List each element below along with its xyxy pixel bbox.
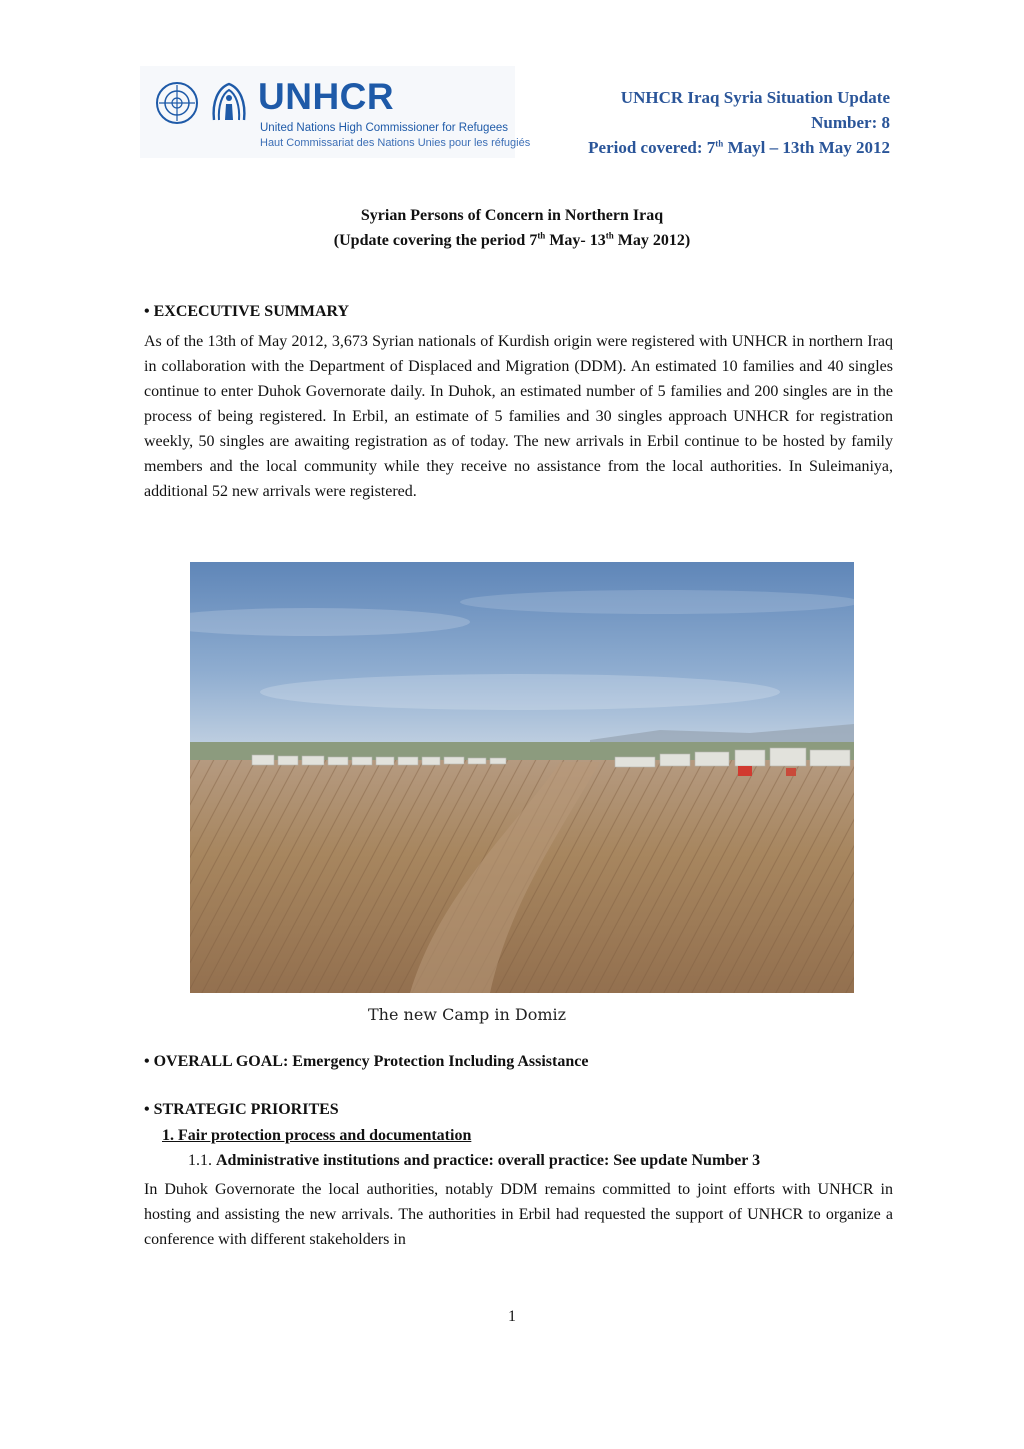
executive-summary-heading: • EXCECUTIVE SUMMARY [144, 303, 350, 320]
period-covered-prefix: Period covered: 7 [588, 138, 716, 157]
executive-summary-text: As of the 13th of May 2012, 3,673 Syrian nationals of Kurdish origin were registered with UNHCR in northern Iraq in collaboration with the Department of Displaced and Migration (DDM). An estimated 10 families and 40 singles continue to enter Duhok Governorate daily. In Duhok, an estimated number of 5 families and 200 singles are in the process of being registered. In Erbil, an estimate of 5 families and 30 singles approach UNHCR for registration weekly, 50 singles are awaiting registration as of today. The new arrivals in Erbil continue to be hosted by family members and the local community while they receive no assistance from the local authorities. In Suleimaniya, additional 52 new arrivals were registered. [144, 333, 893, 500]
logo-subtitle-english: United Nations High Commissioner for Refugees [260, 122, 508, 134]
logo-subtitle-french: Haut Commissariat des Nations Unies pour les réfugiés [260, 137, 531, 149]
unhcr-logo [140, 66, 531, 158]
period-covered-sup: th [715, 138, 724, 149]
doc-title-part-a: (Update covering the period 7 [333, 232, 538, 249]
doc-title-part-b: May- 13 [545, 232, 606, 249]
report-number: Number: 8 [811, 113, 890, 132]
page-number: 1 [508, 1308, 516, 1325]
doc-title-line2 [0, 232, 1024, 250]
unhcr-shelter-emblem-icon [206, 80, 252, 126]
photo-caption: The new Camp in Domiz [368, 1005, 567, 1024]
section-1-1-title: Administrative institutions and practice: overall practice: See update Number 3 [216, 1152, 761, 1169]
doc-title-sup1: th [537, 230, 546, 241]
section-1-1-heading [188, 1152, 760, 1170]
report-title: UNHCR Iraq Syria Situation Update [620, 88, 890, 107]
camp-landscape-image [190, 562, 854, 993]
doc-title-sup2: th [605, 230, 614, 241]
un-emblem-icon [154, 80, 200, 126]
period-covered-suffix: Mayl – 13th May 2012 [723, 138, 890, 157]
section-1-1-number: 1.1. [188, 1152, 216, 1169]
logo-wordmark: UNHCR [258, 76, 395, 117]
overall-goal-heading: • OVERALL GOAL: Emergency Protection Including Assistance [144, 1053, 589, 1070]
strategic-priorities-heading: • STRATEGIC PRIORITES [144, 1101, 339, 1118]
section-1-heading: 1. Fair protection process and documentation [162, 1127, 472, 1144]
doc-title-line1: Syrian Persons of Concern in Northern Iraq [360, 207, 664, 224]
doc-title-part-c: May 2012) [613, 232, 691, 249]
camp-photo [190, 562, 854, 993]
period-covered [588, 138, 890, 158]
section-1-1-text: In Duhok Governorate the local authorities, notably DDM remains committed to joint efforts with UNHCR in hosting and assisting the new arrivals. The authorities in Erbil had requested the support of UNHCR to organize a conference with different stakeholders in [144, 1181, 893, 1248]
